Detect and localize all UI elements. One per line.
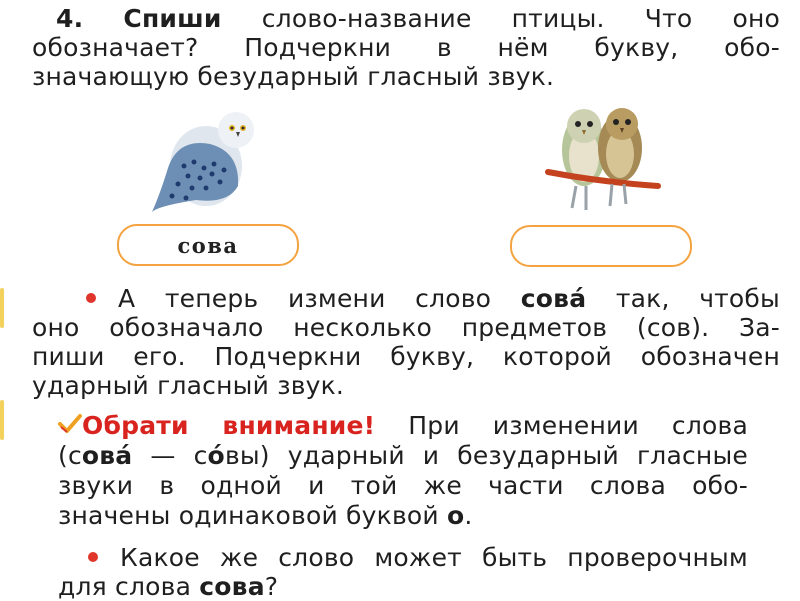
note-text: звуки в одной и той же части слова обо-: [58, 471, 748, 500]
task-line-3: [32, 62, 780, 91]
section2-text: А теперь измени слово: [118, 284, 492, 313]
note-bold: о́: [207, 441, 225, 470]
page-edge-mark: [0, 400, 4, 440]
section2-text: оно обозначало несколько предметов (сов). За-: [32, 313, 780, 342]
question-line-2: [58, 572, 748, 601]
section2-line-1: [86, 284, 780, 313]
note-text: вы) ударный и безударный гласные: [224, 441, 748, 470]
task-line-2: [32, 33, 780, 62]
page-edge-mark: [0, 288, 4, 328]
note-letter-o: о: [447, 501, 465, 530]
task-line-1: [56, 4, 780, 33]
section2-line-2: [32, 313, 780, 342]
checkmark-icon: [58, 413, 82, 435]
note-line-3: [58, 471, 748, 500]
word-sova: сова: [199, 572, 265, 601]
answer-box-1[interactable]: [117, 224, 299, 266]
note-line-1: [58, 411, 748, 440]
word-sova-stressed: сова́: [520, 284, 587, 313]
snowy-owl-image: [148, 108, 260, 212]
note-text: При изменении слова: [408, 411, 749, 440]
note-line-2: [58, 441, 748, 470]
red-bullet-icon: [88, 552, 98, 562]
task-number: 4.: [56, 4, 84, 33]
question-text: ?: [264, 572, 279, 601]
answer-box-1-text: сова: [177, 232, 239, 258]
task-verb: Спиши: [123, 4, 222, 33]
question-text: Какое же слово может быть проверочным: [120, 543, 748, 572]
section2-line-4: [32, 371, 780, 400]
task-text: обозначает? Подчеркни в нём букву, обо-: [32, 33, 780, 62]
note-bold: ова́: [81, 441, 133, 470]
section2-text: пиши его. Подчеркни букву, которой обозначен: [32, 342, 780, 371]
answer-box-2[interactable]: [510, 225, 692, 267]
task-text: значающую безударный гласный звук.: [32, 62, 555, 91]
question-text: для слова: [58, 572, 192, 601]
question-line-1: [88, 543, 748, 572]
task-text: слово-название птицы. Что оно: [261, 4, 780, 33]
section2-text: так, чтобы: [615, 284, 780, 313]
two-owls-image: [540, 104, 664, 216]
note-text: .: [464, 501, 473, 530]
note-title: Обрати внимание!: [82, 411, 376, 440]
note-text: — с: [132, 441, 208, 470]
note-text: значены одинаковой буквой: [58, 501, 439, 530]
section2-line-3: [32, 342, 780, 371]
note-text: (с: [58, 441, 82, 470]
section2-text: ударный гласный звук.: [32, 371, 345, 400]
note-line-4: [58, 501, 748, 530]
red-bullet-icon: [86, 293, 96, 303]
